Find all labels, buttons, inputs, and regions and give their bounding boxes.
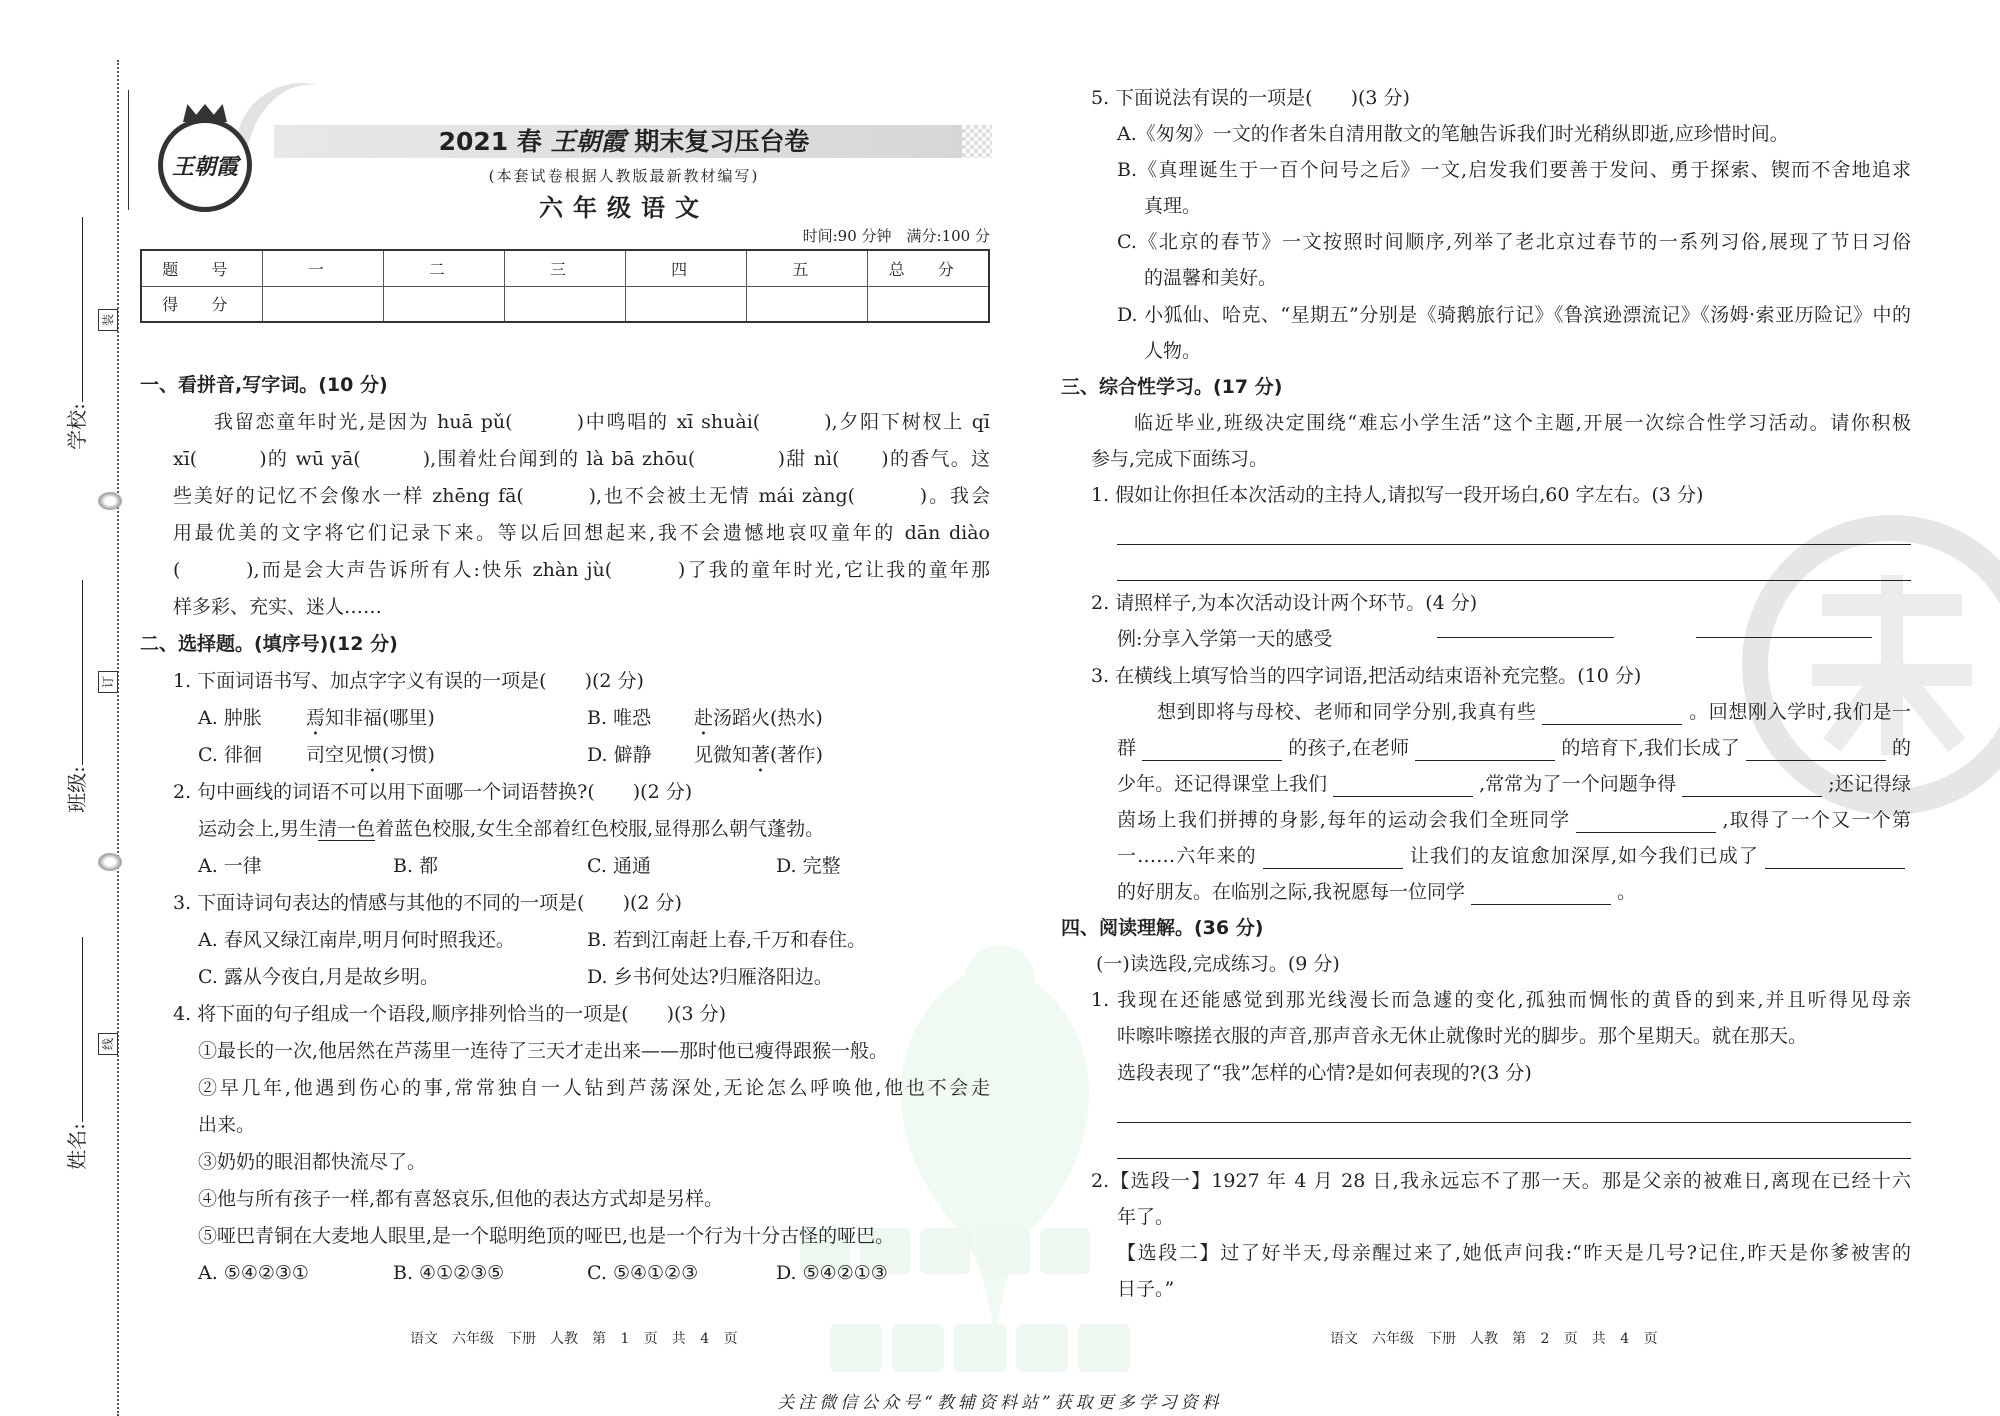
s4-q2-passage: 年了。 [1117, 1205, 1175, 1228]
column-header: 二 [383, 250, 504, 286]
fill-blank[interactable] [1746, 737, 1886, 761]
q2-option-a[interactable]: A. 一律 [198, 855, 262, 877]
s4-q2-passage: 2.【选段一】1927 年 4 月 28 日,我永远忘不了那一天。那是父亲的被难日,离现在已经十六 [1091, 1169, 1911, 1192]
q3-options-row [140, 922, 990, 959]
q4-sentence: ④他与所有孩子一样,都有喜怒哀乐,但他的表达方式却是另样。 [198, 1188, 724, 1210]
q4-sentence: ①最长的一次,他居然在芦荡里一连待了三天才走出来——那时他已瘦得跟猴一般。 [198, 1040, 889, 1062]
section3-intro: 参与,完成下面练习。 [1091, 447, 1269, 470]
section3-intro: 临近毕业,班级决定围绕“难忘小学生活”这个主题,开展一次综合性学习活动。请你积极 [1134, 411, 1911, 434]
section2-heading: 二、选择题。(填序号)(12 分) [140, 633, 398, 655]
s3-q3-stem: 3. 在横线上填写恰当的四字词语,把活动结束语补充完整。(10 分) [1091, 664, 1642, 687]
fill-blank[interactable] [1576, 809, 1716, 833]
s3-q3-line: 的好朋友。在临别之际,我祝愿每一位同学 。 [1117, 881, 1637, 904]
column-header: 一 [262, 250, 383, 286]
binding-dotted-line [117, 60, 119, 1416]
q1-stem: 1. 下面词语书写、加点字字义有误的一项是( )(2 分) [173, 670, 644, 692]
s4-q2-passage: 日子。” [1117, 1278, 1175, 1301]
q1-option-d-phrase: 见微知著(著作) [694, 744, 823, 766]
grade-subject: 六年级语文 [539, 194, 709, 222]
s4-part1-heading: (一)读选段,完成练习。(9 分) [1096, 953, 1340, 976]
seal-mark-xian: 线 [98, 1033, 118, 1055]
column-header: 四 [626, 250, 747, 286]
title-rest: 期末复习压台卷 [634, 127, 810, 156]
q4-option-d[interactable]: D. ⑤④②①③ [776, 1262, 888, 1284]
score-cell[interactable] [383, 286, 504, 322]
q5-option-b[interactable]: B.《真理诞生于一百个问号之后》一文,启发我们要善于发问、勇于探索、锲而不舍地追求 [1117, 159, 1911, 182]
q5-option-a[interactable]: A.《匆匆》一文的作者朱自清用散文的笔触告诉我们时光稍纵即逝,应珍惜时间。 [1117, 123, 1789, 146]
section1-line: 样多彩、充实、迷人…… [173, 596, 383, 618]
title-year: 2021 春 [438, 127, 542, 156]
fill-blank[interactable] [1542, 701, 1682, 725]
school-input-line[interactable] [82, 217, 83, 402]
q2-option-d[interactable]: D. 完整 [776, 855, 841, 877]
q5-option-b-cont: 真理。 [1144, 195, 1202, 218]
answer-line[interactable] [1061, 513, 1911, 549]
score-table-header-row [141, 250, 989, 286]
answer-line[interactable] [1061, 1091, 1911, 1127]
q3-option-a[interactable]: A. 春风又绿江南岸,明月何时照我还。 [198, 929, 515, 951]
exam-title [274, 124, 974, 159]
margin-bracket [128, 90, 129, 210]
q5-stem: 5. 下面说法有误的一项是( )(3 分) [1091, 87, 1410, 109]
activity-blank-2[interactable] [1696, 637, 1872, 638]
activity-blank-1[interactable] [1437, 637, 1614, 638]
s3-q3-line: 想到即将与母校、老师和同学分别,我真有些 。回想刚入学时,我们是一 [1157, 700, 1911, 723]
page-footer-right: 语文 六年级 下册 人教 第 2 页 共 4 页 [1330, 1331, 1658, 1347]
q1-options-row [140, 737, 990, 774]
row-header: 得 分 [141, 286, 262, 322]
watermark-site-graphic [830, 1318, 1130, 1378]
subtitle: (本套试卷根据人教版最新教材编写) [488, 167, 760, 185]
underlined-word: 清一色 [318, 818, 376, 840]
fill-blank[interactable] [1142, 737, 1282, 761]
row-header: 题 号 [141, 250, 262, 286]
school-label: 学校: [64, 403, 89, 450]
q2-sentence: 运动会上,男生清一色着蓝色校服,女生全部着红色校服,显得那么朝气蓬勃。 [198, 818, 825, 840]
q3-options-row [140, 959, 990, 996]
column-header: 三 [504, 250, 625, 286]
q3-stem: 3. 下面诗词句表达的情感与其他的不同的一项是( )(2 分) [173, 892, 682, 914]
name-input-line[interactable] [82, 937, 83, 1122]
q2-option-c[interactable]: C. 通通 [587, 855, 651, 877]
q3-option-d[interactable]: D. 乡书何处达?归雁洛阳边。 [587, 966, 833, 988]
brand-logo [158, 118, 252, 212]
s4-q2-passage: 【选段二】过了好半天,母亲醒过来了,她低声问我:“昨天是几号?记住,昨天是你爹被害的 [1117, 1242, 1911, 1264]
answer-line[interactable] [1061, 1127, 1911, 1163]
q5-option-d[interactable]: D. 小狐仙、哈克、“星期五”分别是《骑鹅旅行记》《鲁滨逊漂流记》《汤姆·索亚历险记》中的 [1117, 303, 1911, 326]
section1-line: xī( )的 wū yā( ),围着灶台闻到的 là bā zhōu( )甜 nì( )的香气。这 [173, 448, 990, 470]
q1-option-b[interactable]: B. 唯恐 [587, 707, 652, 729]
name-label: 姓名: [64, 1123, 89, 1170]
q4-stem: 4. 将下面的句子组成一个语段,顺序排列恰当的一项是( )(3 分) [173, 1003, 726, 1025]
score-cell[interactable] [504, 286, 625, 322]
fill-blank[interactable] [1415, 737, 1555, 761]
s3-q3-line: 少年。还记得课堂上我们 ,常常为了一个问题争得 ;还记得绿 [1117, 772, 1911, 795]
q1-option-c-phrase: 司空见惯(习惯) [306, 744, 435, 766]
bottom-promo-note: 关注微信公众号“教辅资料站”获取更多学习资料 [777, 1393, 1223, 1413]
q1-option-b-phrase: 赴汤蹈火(热水) [694, 707, 823, 729]
fill-blank[interactable] [1333, 773, 1473, 797]
q4-option-a[interactable]: A. ⑤④②③① [198, 1262, 309, 1284]
q4-sentence: ②早几年,他遇到伤心的事,常常独自一人钻到芦荡深处,无论怎么呼唤他,他也不会走 [198, 1077, 990, 1099]
fill-blank[interactable] [1682, 773, 1822, 797]
score-table [140, 249, 990, 323]
class-label: 班级: [64, 766, 89, 813]
s3-q2-example [1061, 621, 1911, 657]
s4-q1-passage: 咔嚓咔嚓搓衣服的声音,那声音永无休止就像时光的脚步。那个星期天。就在那天。 [1117, 1025, 1808, 1048]
s4-q1-question: 选段表现了“我”怎样的心情?是如何表现的?(3 分) [1117, 1061, 1532, 1084]
q4-sentence: ⑤哑巴青铜在大麦地人眼里,是一个聪明绝顶的哑巴,也是一个行为十分古怪的哑巴。 [198, 1225, 895, 1247]
fill-blank[interactable] [1765, 845, 1905, 869]
section1-line: 我留恋童年时光,是因为 huā pǔ( )中鸣唱的 xī shuài( ),夕阳下树杈上 qī [214, 411, 990, 433]
fill-blank[interactable] [1263, 845, 1403, 869]
page-footer-left: 语文 六年级 下册 人教 第 1 页 共 4 页 [410, 1331, 738, 1347]
crown-icon [183, 104, 227, 122]
score-cell[interactable] [626, 286, 747, 322]
s4-q1-passage: 1. 我现在还能感觉到那光线漫长而急遽的变化,孤独而惆怅的黄昏的到来,并且听得见母亲 [1091, 989, 1911, 1012]
logo-text: 王朝霞 [171, 153, 238, 180]
class-input-line[interactable] [82, 580, 83, 765]
q5-option-c[interactable]: C.《北京的春节》一文按照时间顺序,列举了老北京过春节的一系列习俗,展现了节日习俗 [1117, 231, 1911, 254]
s3-q1-stem: 1. 假如让你担任本次活动的主持人,请拟写一段开场白,60 字左右。(3 分) [1091, 484, 1704, 507]
column-header: 五 [747, 250, 868, 286]
s3-q3-line: 茵场上我们拼搏的身影,每年的运动会我们全班同学 ,取得了一个又一个第 [1117, 808, 1911, 831]
section4-heading: 四、阅读理解。(36 分) [1061, 917, 1264, 940]
seal-mark-ding: 订 [98, 671, 118, 693]
section1-heading: 一、看拼音,写字词。(10 分) [140, 374, 388, 396]
q1-option-a-phrase: 焉知非福(哪里) [306, 707, 435, 729]
q4-options-row [140, 1255, 990, 1292]
score-cell[interactable] [262, 286, 383, 322]
q5-option-c-cont: 的温馨和美好。 [1144, 267, 1278, 290]
column-header: 总 分 [868, 250, 989, 286]
seal-mark-zhuang: 装 [98, 309, 118, 331]
binding-hole-icon [98, 853, 122, 871]
section1-line: 些美好的记忆不会像水一样 zhēng fā( ),也不会被土无情 mái zàng( )。我会 [173, 485, 990, 507]
q4-sentence: 出来。 [198, 1114, 256, 1136]
q4-option-b[interactable]: B. ④①②③⑤ [393, 1262, 505, 1284]
q2-option-b[interactable]: B. 都 [393, 855, 439, 877]
left-column [140, 367, 990, 1292]
section1-line: 用最优美的文字将它们记录下来。等以后回想起来,我不会遗憾地哀叹童年的 dān diào [173, 522, 990, 544]
s3-q3-line: 一……六年来的 让我们的友谊愈加深厚,如今我们已成了 [1061, 838, 1911, 874]
q1-options-row [140, 700, 990, 737]
q1-option-a[interactable]: A. 肿胀 [198, 707, 262, 729]
fill-blank[interactable] [1471, 881, 1611, 905]
score-cell[interactable] [868, 286, 989, 322]
right-column [1061, 80, 1911, 1307]
q1-option-d[interactable]: D. 僻静 [587, 744, 652, 766]
section1-line: ( ),而是会大声告诉所有人:快乐 zhàn jù( )了我的童年时光,它让我的童年那 [173, 559, 990, 581]
q2-stem: 2. 句中画线的词语不可以用下面哪一个词语替换?( )(2 分) [173, 781, 693, 803]
example-text: 例:分享入学第一天的感受 [1117, 628, 1333, 651]
q3-option-b[interactable]: B. 若到江南赶上春,千万和春住。 [587, 929, 867, 951]
q4-sentence: ③奶奶的眼泪都快流尽了。 [198, 1151, 427, 1173]
q4-option-c[interactable]: C. ⑤④①②③ [587, 1262, 699, 1284]
s3-q3-line: 群 的孩子,在老师 的培育下,我们长成了 的 [1117, 736, 1911, 759]
score-cell[interactable] [747, 286, 868, 322]
answer-line[interactable] [1061, 549, 1911, 585]
section3-heading: 三、综合性学习。(17 分) [1061, 375, 1283, 398]
q3-option-c[interactable]: C. 露从今夜白,月是故乡明。 [198, 966, 439, 988]
score-table-score-row [141, 286, 989, 322]
title-brand: 王朝霞 [550, 127, 626, 156]
binding-hole-icon [98, 492, 122, 510]
time-info: 时间:90 分钟 满分:100 分 [802, 227, 990, 245]
q5-option-d-cont: 人物。 [1144, 339, 1202, 362]
q2-options-row [140, 848, 990, 885]
s3-q2-stem: 2. 请照样子,为本次活动设计两个环节。(4 分) [1091, 592, 1478, 615]
q1-option-c[interactable]: C. 徘徊 [198, 744, 262, 766]
